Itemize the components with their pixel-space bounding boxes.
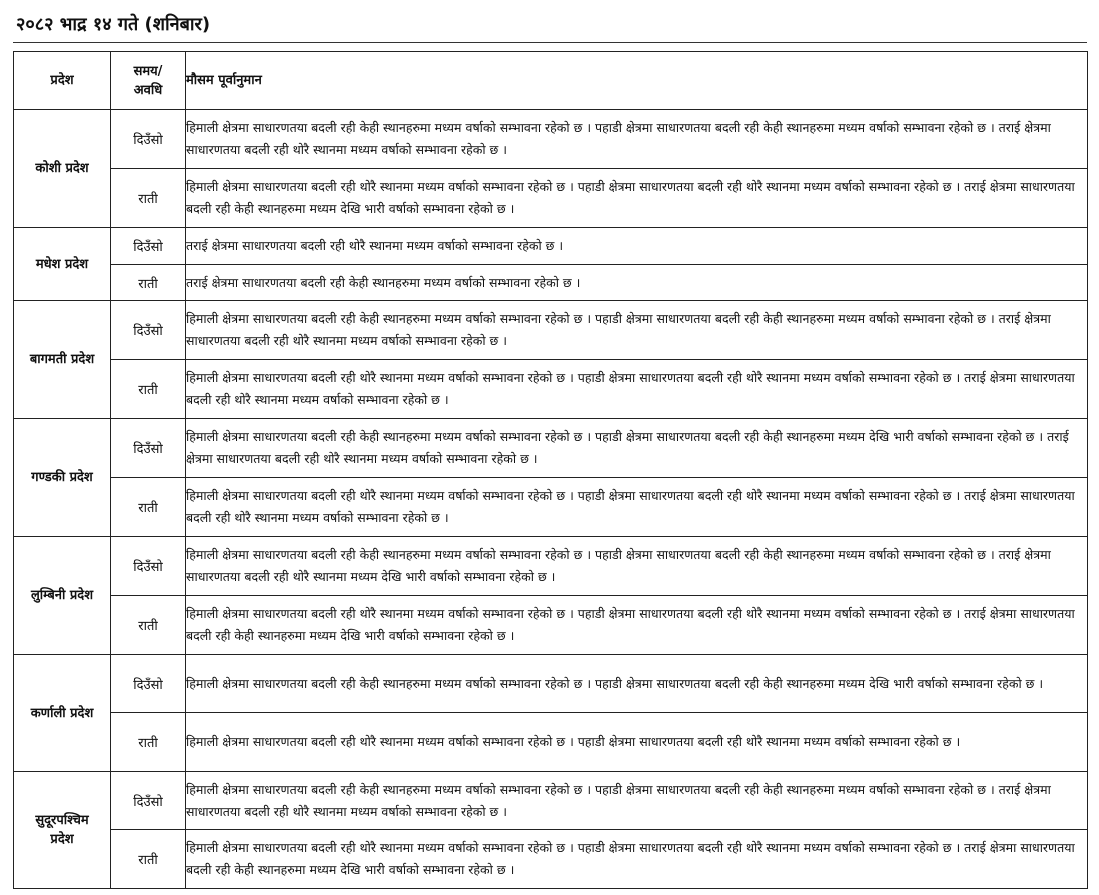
table-row [14, 228, 1088, 265]
period-day: दिउँसो [111, 419, 186, 478]
period-night: राती [111, 596, 186, 655]
table-row [14, 265, 1088, 301]
header-period-line2: अवधि [133, 82, 163, 98]
province-cell [14, 655, 111, 772]
forecast-night: हिमाली क्षेत्रमा साधारणतया बदली रही थोरै स्थानमा मध्यम वर्षाको सम्भावना रहेको छ । पहाडी क्षेत्रमा साधारणतया बदली रही थोरै स्थानमा मध्यम वर्षाको सम्भावना रहेको छ । तराई क्षेत्रमा साधारणतया बदली रही केही स्थानहरुमा मध्यम देखि भारी वर्षाको सम्भावना रहेको छ । [186, 169, 1088, 228]
header-forecast: मौसम पूर्वानुमान [186, 52, 1088, 110]
province-name: बागमती प्रदेश [29, 352, 95, 367]
header-period [111, 52, 186, 110]
period-day: दिउँसो [111, 228, 186, 265]
table-row [14, 169, 1088, 228]
table-row [14, 655, 1088, 713]
forecast-day: हिमाली क्षेत्रमा साधारणतया बदली रही केही स्थानहरुमा मध्यम वर्षाको सम्भावना रहेको छ । पहाडी क्षेत्रमा साधारणतया बदली रही केही स्थानहरुमा मध्यम देखि भारी वर्षाको सम्भावना रहेको छ । तराई क्षेत्रमा साधारणतया बदली रही थोरै स्थानमा मध्यम वर्षाको सम्भावना रहेको छ । [186, 419, 1088, 478]
forecast-day: हिमाली क्षेत्रमा साधारणतया बदली रही केही स्थानहरुमा मध्यम वर्षाको सम्भावना रहेको छ । पहाडी क्षेत्रमा साधारणतया बदली रही केही स्थानहरुमा मध्यम देखि भारी वर्षाको सम्भावना रहेको छ । [186, 655, 1088, 713]
province-name: लुम्बिनी प्रदेश [30, 588, 94, 603]
forecast-day: हिमाली क्षेत्रमा साधारणतया बदली रही केही स्थानहरुमा मध्यम वर्षाको सम्भावना रहेको छ । पहाडी क्षेत्रमा साधारणतया बदली रही केही स्थानहरुमा मध्यम वर्षाको सम्भावना रहेको छ । तराई क्षेत्रमा साधारणतया बदली रही थोरै स्थानमा मध्यम देखि भारी वर्षाको सम्भावना रहेको छ । [186, 537, 1088, 596]
province-cell [14, 419, 111, 537]
table-row [14, 110, 1088, 169]
period-night: राती [111, 265, 186, 301]
forecast-night: हिमाली क्षेत्रमा साधारणतया बदली रही थोरै स्थानमा मध्यम वर्षाको सम्भावना रहेको छ । पहाडी क्षेत्रमा साधारणतया बदली रही थोरै स्थानमा मध्यम वर्षाको सम्भावना रहेको छ । [186, 713, 1088, 772]
province-cell [14, 110, 111, 228]
table-row [14, 478, 1088, 537]
table-row [14, 596, 1088, 655]
period-night: राती [111, 713, 186, 772]
forecast-night: हिमाली क्षेत्रमा साधारणतया बदली रही थोरै स्थानमा मध्यम वर्षाको सम्भावना रहेको छ । पहाडी क्षेत्रमा साधारणतया बदली रही थोरै स्थानमा मध्यम वर्षाको सम्भावना रहेको छ । तराई क्षेत्रमा साधारणतया बदली रही थोरै स्थानमा मध्यम वर्षाको सम्भावना रहेको छ । [186, 478, 1088, 537]
province-cell [14, 537, 111, 655]
header-period-line1: समय/ [133, 63, 163, 79]
period-day: दिउँसो [111, 301, 186, 360]
period-day: दिउँसो [111, 110, 186, 169]
province-name: मधेश प्रदेश [35, 256, 89, 272]
title-divider [13, 42, 1087, 43]
forecast-day: हिमाली क्षेत्रमा साधारणतया बदली रही केही स्थानहरुमा मध्यम वर्षाको सम्भावना रहेको छ । पहाडी क्षेत्रमा साधारणतया बदली रही केही स्थानहरुमा मध्यम वर्षाको सम्भावना रहेको छ । तराई क्षेत्रमा साधारणतया बदली रही थोरै स्थानमा मध्यम वर्षाको सम्भावना रहेको छ । [186, 110, 1088, 169]
table-row [14, 830, 1088, 889]
header-province: प्रदेश [14, 52, 111, 110]
forecast-night: हिमाली क्षेत्रमा साधारणतया बदली रही थोरै स्थानमा मध्यम वर्षाको सम्भावना रहेको छ । पहाडी क्षेत्रमा साधारणतया बदली रही थोरै स्थानमा मध्यम वर्षाको सम्भावना रहेको छ । तराई क्षेत्रमा साधारणतया बदली रही थोरै स्थानमा मध्यम वर्षाको सम्भावना रहेको छ । [186, 360, 1088, 419]
province-name: कर्णाली प्रदेश [30, 705, 94, 721]
table-header-row [14, 52, 1088, 110]
forecast-night: हिमाली क्षेत्रमा साधारणतया बदली रही थोरै स्थानमा मध्यम वर्षाको सम्भावना रहेको छ । पहाडी क्षेत्रमा साधारणतया बदली रही थोरै स्थानमा मध्यम वर्षाको सम्भावना रहेको छ । तराई क्षेत्रमा साधारणतया बदली रही केही स्थानहरुमा मध्यम देखि भारी वर्षाको सम्भावना रहेको छ । [186, 596, 1088, 655]
province-name-line2: प्रदेश [50, 832, 74, 847]
province-name: गण्डकी प्रदेश [31, 470, 93, 485]
period-day: दिउँसो [111, 537, 186, 596]
province-cell [14, 301, 111, 419]
province-name: सुदूरपश्चिम [35, 813, 89, 828]
period-night: राती [111, 360, 186, 419]
period-day: दिउँसो [111, 772, 186, 830]
province-cell [14, 228, 111, 301]
page-title: २०८२ भाद्र १४ गते (शनिबार) [16, 14, 211, 35]
forecast-night: हिमाली क्षेत्रमा साधारणतया बदली रही थोरै स्थानमा मध्यम वर्षाको सम्भावना रहेको छ । पहाडी क्षेत्रमा साधारणतया बदली रही थोरै स्थानमा मध्यम वर्षाको सम्भावना रहेको छ । तराई क्षेत्रमा साधारणतया बदली रही केही स्थानहरुमा मध्यम देखि भारी वर्षाको सम्भावना रहेको छ । [186, 830, 1088, 889]
period-day: दिउँसो [111, 655, 186, 713]
period-night: राती [111, 478, 186, 537]
forecast-table [13, 51, 1088, 889]
table-row [14, 419, 1088, 478]
forecast-day: हिमाली क्षेत्रमा साधारणतया बदली रही केही स्थानहरुमा मध्यम वर्षाको सम्भावना रहेको छ । पहाडी क्षेत्रमा साधारणतया बदली रही केही स्थानहरुमा मध्यम वर्षाको सम्भावना रहेको छ । तराई क्षेत्रमा साधारणतया बदली रही थोरै स्थानमा मध्यम वर्षाको सम्भावना रहेको छ । [186, 772, 1088, 830]
forecast-day: हिमाली क्षेत्रमा साधारणतया बदली रही केही स्थानहरुमा मध्यम वर्षाको सम्भावना रहेको छ । पहाडी क्षेत्रमा साधारणतया बदली रही केही स्थानहरुमा मध्यम वर्षाको सम्भावना रहेको छ । तराई क्षेत्रमा साधारणतया बदली रही थोरै स्थानमा मध्यम वर्षाको सम्भावना रहेको छ । [186, 301, 1088, 360]
province-name: कोशी प्रदेश [35, 161, 89, 176]
table-row [14, 360, 1088, 419]
period-night: राती [111, 169, 186, 228]
table-row [14, 301, 1088, 360]
forecast-night: तराई क्षेत्रमा साधारणतया बदली रही केही स्थानहरुमा मध्यम वर्षाको सम्भावना रहेको छ । [186, 265, 1088, 301]
table-row [14, 537, 1088, 596]
period-night: राती [111, 830, 186, 889]
forecast-day: तराई क्षेत्रमा साधारणतया बदली रही थोरै स्थानमा मध्यम वर्षाको सम्भावना रहेको छ । [186, 228, 1088, 265]
province-cell [14, 772, 111, 889]
table-row [14, 772, 1088, 830]
table-row [14, 713, 1088, 772]
